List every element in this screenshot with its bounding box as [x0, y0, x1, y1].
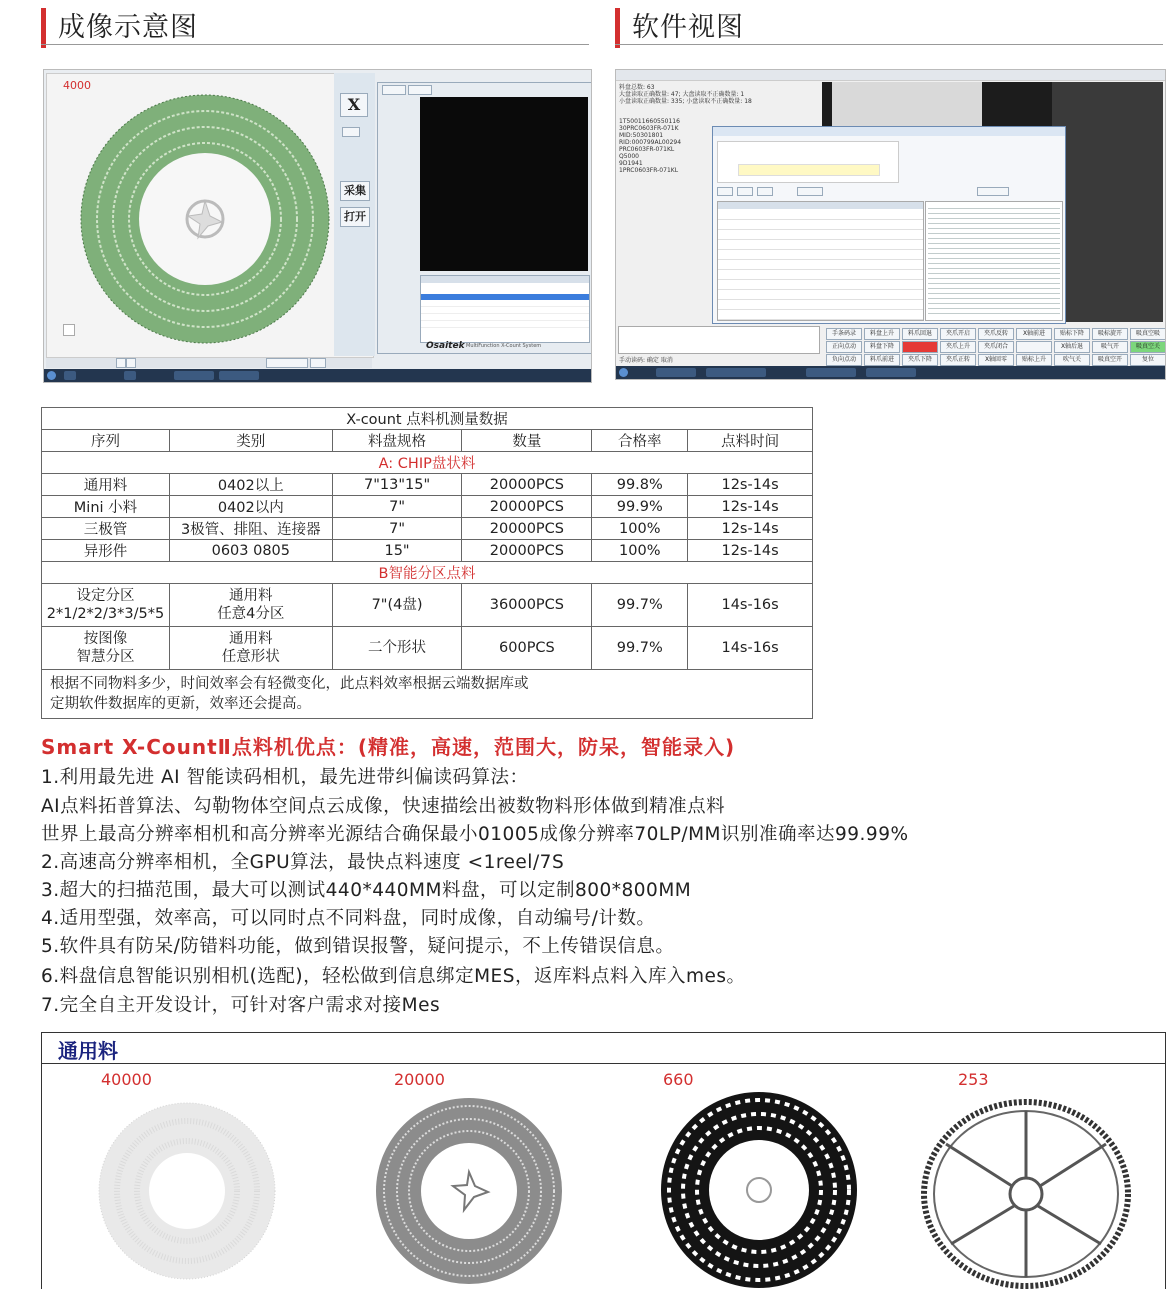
- table-cell: 99.9%: [592, 496, 688, 518]
- barcode-line: PRC0603FR-071KL: [619, 146, 675, 153]
- dialog-log: [925, 201, 1063, 321]
- cell-line: 任意4分区: [217, 606, 285, 622]
- dialog-input-field[interactable]: [738, 164, 880, 176]
- table-cell: 7"(4盘): [332, 584, 462, 627]
- camera-photo-wall: [1052, 82, 1163, 322]
- table-cell: 三极管: [42, 518, 170, 540]
- summary-text: [619, 84, 752, 105]
- general-material-title: 通用料: [58, 1039, 118, 1063]
- ctrl-button[interactable]: 料盘上升: [864, 328, 900, 340]
- table-cell: 100%: [592, 518, 688, 540]
- barcode-line: 1PRC0603FR-071KL: [619, 167, 679, 174]
- status-control-4[interactable]: [310, 358, 326, 368]
- imaging-title-rule: [41, 44, 589, 45]
- table-cell: [42, 584, 170, 627]
- table-cell: 0402以内: [169, 496, 332, 518]
- ctrl-button[interactable]: 料爪回退: [902, 328, 938, 340]
- table-cell: 7": [332, 496, 462, 518]
- taskbar-app[interactable]: [219, 371, 259, 380]
- record-row[interactable]: [421, 316, 589, 321]
- ctrl-button[interactable]: 吹气关: [1054, 354, 1090, 366]
- table-cell: [169, 627, 332, 670]
- ctrl-button[interactable]: 负向点动: [826, 354, 862, 366]
- table-cell: [169, 584, 332, 627]
- measurement-table: [41, 407, 813, 719]
- status-control-1[interactable]: [116, 358, 126, 368]
- ctrl-button[interactable]: 夹爪上升: [940, 341, 976, 353]
- table-cell: 14s-16s: [688, 627, 813, 670]
- material-dialog: [712, 126, 1066, 324]
- log-text: [928, 204, 1060, 318]
- advantage-line: 世界上最高分辨率相机和高分辨率光源结合确保最小01005成像分辨率70LP/MM识别准确率达99.99%: [41, 824, 909, 845]
- header-cell: 点料时间: [688, 430, 813, 452]
- software-title-rule: [615, 44, 1163, 45]
- record-table: [420, 275, 590, 343]
- ctrl-button[interactable]: 夹爪正转: [940, 354, 976, 366]
- ctrl-button[interactable]: 夹爪开启: [940, 328, 976, 340]
- reel-image-20000: [374, 1096, 564, 1286]
- ctrl-button[interactable]: 贴标下降: [1054, 328, 1090, 340]
- general-material-box: [41, 1032, 1166, 1289]
- table-cell: 20000PCS: [462, 540, 592, 562]
- section-b-heading: B智能分区点料: [42, 562, 813, 584]
- ctrl-button[interactable]: 手条码录: [826, 328, 862, 340]
- cell-line: 设定分区: [76, 588, 135, 604]
- record-row[interactable]: [421, 323, 589, 328]
- table-cell: 20000PCS: [462, 518, 592, 540]
- reel-count-40000: 40000: [101, 1070, 152, 1089]
- small-button[interactable]: [342, 127, 360, 137]
- dialog-title-bar: [713, 127, 1065, 136]
- table-cell: 20000PCS: [462, 496, 592, 518]
- table-cell: 通用料: [42, 474, 170, 496]
- table-cell: 3极管、排阻、连接器: [169, 518, 332, 540]
- software-menu-bar: [616, 70, 1165, 81]
- advantage-line: 2.高速高分辨率相机，全GPU算法，最快点料速度 <1reel/7S: [41, 852, 565, 873]
- zoom-button[interactable]: [63, 324, 75, 336]
- record-row[interactable]: [421, 309, 589, 314]
- ctrl-button[interactable]: 正向点动: [826, 341, 862, 353]
- grid-header: [718, 202, 923, 209]
- x-button[interactable]: X: [340, 93, 368, 117]
- reel-count-253: 253: [958, 1070, 989, 1089]
- start-button[interactable]: [47, 371, 56, 380]
- imaging-screenshot: [43, 69, 592, 383]
- status-control-2[interactable]: [126, 358, 136, 368]
- record-row[interactable]: [421, 302, 589, 307]
- table-cell: 20000PCS: [462, 474, 592, 496]
- barcode-line: 1T50011660550116: [619, 118, 680, 125]
- reel-count-20000: 20000: [394, 1070, 445, 1089]
- table-cell: 12s-14s: [688, 518, 813, 540]
- table-cell: 二个形状: [332, 627, 462, 670]
- table-cell: 99.7%: [592, 627, 688, 670]
- manual-read-label: 手动读码: 确定 取消: [619, 357, 673, 364]
- ctrl-button[interactable]: [1016, 341, 1052, 353]
- barcode-text: [619, 118, 681, 174]
- barcode-line: Q5000: [619, 153, 639, 160]
- taskbar-app[interactable]: [706, 368, 766, 377]
- taskbar-app[interactable]: [174, 371, 214, 380]
- open-button[interactable]: 打开: [340, 207, 370, 227]
- cell-line: 任意形状: [221, 649, 280, 665]
- ctrl-button[interactable]: 贴标上升: [1016, 354, 1052, 366]
- table-cell: 99.8%: [592, 474, 688, 496]
- advantage-line: 4.适用型强，效率高，可以同时点不同料盘，同时成像，自动编号/计数。: [41, 908, 656, 929]
- header-cell: 数量: [462, 430, 592, 452]
- ctrl-button-active-green[interactable]: 吸真空关: [1130, 341, 1166, 353]
- ctrl-button[interactable]: 吸标旋开: [1092, 328, 1128, 340]
- right-taskbar: [616, 366, 1165, 379]
- ctrl-button[interactable]: 吸真空开: [1092, 354, 1128, 366]
- cell-line: 通用料: [229, 588, 273, 604]
- left-taskbar: [44, 369, 591, 382]
- ctrl-button[interactable]: 料盘下降: [864, 341, 900, 353]
- advantage-line: 5.软件具有防呆/防错料功能，做到错误报警，疑问提示，不上传错误信息。: [41, 936, 675, 957]
- cell-line: 按图像: [83, 631, 128, 647]
- advantage-line: 3.超大的扫描范围，最大可以测试440*440MM料盘，可以定制800*800MM: [41, 880, 692, 901]
- control-button-grid: [826, 328, 1164, 368]
- table-cell: 36000PCS: [462, 584, 592, 627]
- table-cell: 12s-14s: [688, 496, 813, 518]
- dialog-button[interactable]: [797, 187, 823, 196]
- dialog-button[interactable]: [757, 187, 773, 196]
- grid-body: [718, 210, 923, 320]
- barcode-line: 30PRC0603FR-071K: [619, 125, 679, 132]
- table-cell: 99.7%: [592, 584, 688, 627]
- table-cell: 600PCS: [462, 627, 592, 670]
- dialog-button[interactable]: [717, 187, 733, 196]
- summary-line: 小盘读取正确数量: 335; 小盘读取不正确数量: 18: [619, 98, 752, 105]
- ctrl-button[interactable]: 夹爪闭合: [978, 341, 1014, 353]
- section-a-heading: A: CHIP盘状料: [42, 452, 813, 474]
- record-table-header: [421, 276, 589, 283]
- summary-line: 料盘总数: 63: [619, 84, 655, 91]
- barcode-line: RID:000799AL00294: [619, 139, 682, 146]
- taskbar-app[interactable]: [64, 371, 76, 380]
- advantage-line: 6.料盘信息智能识别相机(选配)，轻松做到信息绑定MES，返库料点料入库入mes。: [41, 966, 746, 987]
- dialog-grid: [717, 201, 924, 321]
- dialog-toolbar: [717, 187, 1061, 197]
- table-cell: 15": [332, 540, 462, 562]
- start-button[interactable]: [619, 368, 628, 377]
- software-screenshot: [615, 69, 1166, 380]
- table-cell: 14s-16s: [688, 584, 813, 627]
- barcode-line: MID:50301801: [619, 132, 664, 139]
- brand-subtitle: MultiFunction X-Count System: [466, 343, 542, 349]
- manual-input-box[interactable]: [618, 326, 820, 354]
- table-cell: 异形件: [42, 540, 170, 562]
- advantage-line: 1.利用最先进 AI 智能读码相机，最先进带纠偏读码算法：: [41, 767, 529, 788]
- cell-line: 通用料: [229, 631, 273, 647]
- status-control-3[interactable]: [266, 358, 308, 368]
- control-panel: [334, 73, 375, 356]
- ctrl-button[interactable]: X轴前进: [1016, 328, 1052, 340]
- table-cell: 100%: [592, 540, 688, 562]
- dialog-button[interactable]: [737, 187, 753, 196]
- record-row-selected[interactable]: [421, 294, 589, 300]
- collect-button[interactable]: 采集: [340, 181, 370, 201]
- reel-image: [70, 84, 340, 354]
- table-cell: 12s-14s: [688, 474, 813, 496]
- table-cell: 7"13"15": [332, 474, 462, 496]
- header-cell: 类别: [169, 430, 332, 452]
- ctrl-button[interactable]: 夹爪反转: [978, 328, 1014, 340]
- advantages-title: Smart X-CountⅡ点料机优点：(精准，高速，范围大，防呆，智能录入): [41, 735, 736, 759]
- header-cell: 料盘规格: [332, 430, 462, 452]
- header-cell: 序列: [42, 430, 170, 452]
- taskbar-app[interactable]: [866, 368, 916, 377]
- reel-image-660: [659, 1090, 859, 1289]
- table-cell: 0402以上: [169, 474, 332, 496]
- header-cell: 合格率: [592, 430, 688, 452]
- ctrl-button[interactable]: X轴回零: [978, 354, 1014, 366]
- table-cell: 12s-14s: [688, 540, 813, 562]
- note-line: 定期软件数据库的更新，效率还会提高。: [50, 696, 311, 712]
- table-title: X-count 点料机测量数据: [42, 408, 813, 430]
- ctrl-button[interactable]: 料爪前进: [864, 354, 900, 366]
- advantage-line: 7.完全自主开发设计，可针对客户需求对接Mes: [41, 995, 441, 1016]
- dialog-button[interactable]: [977, 187, 1009, 196]
- taskbar-app[interactable]: [806, 368, 856, 377]
- table-cell: [42, 627, 170, 670]
- table-cell: 7": [332, 518, 462, 540]
- ctrl-button[interactable]: 复位: [1130, 354, 1166, 366]
- imaging-section-title: 成像示意图: [41, 8, 198, 48]
- reel-count-label: 4000: [63, 79, 91, 92]
- table-cell: Mini 小料: [42, 496, 170, 518]
- software-window: [377, 82, 592, 354]
- reel-image-40000: [97, 1101, 277, 1281]
- left-status-bar: [46, 358, 372, 368]
- dialog-input-area: [717, 141, 899, 183]
- ctrl-button[interactable]: 吸气开: [1092, 341, 1128, 353]
- top-button-1[interactable]: [382, 85, 406, 95]
- ctrl-button[interactable]: 吸真空吸: [1130, 328, 1166, 340]
- ctrl-button[interactable]: X轴后退: [1054, 341, 1090, 353]
- reel-count-660: 660: [663, 1070, 694, 1089]
- cell-line: 2*1/2*2/3*3/5*5: [46, 606, 165, 622]
- note-line: 根据不同物料多少，时间效率会有轻微变化，此点料效率根据云端数据库或: [50, 676, 529, 692]
- camera-view: [420, 97, 588, 271]
- top-button-2[interactable]: [408, 85, 432, 95]
- taskbar-app[interactable]: [124, 371, 136, 380]
- table-note: [42, 670, 813, 719]
- ctrl-button-active-red[interactable]: [902, 341, 938, 353]
- table-cell: 0603 0805: [169, 540, 332, 562]
- barcode-line: 9D1941: [619, 160, 643, 167]
- taskbar-app[interactable]: [656, 368, 696, 377]
- reel-image-panel: [46, 73, 374, 358]
- brand-logo: Osaitek: [426, 341, 465, 351]
- ctrl-button[interactable]: 夹爪下降: [902, 354, 938, 366]
- cell-line: 智慧分区: [76, 649, 135, 665]
- general-material-header: [42, 1033, 1165, 1064]
- summary-line: 大盘读取正确数量: 47; 大盘读取不正确数量: 1: [619, 91, 745, 98]
- advantage-line: AI点料拓普算法、勾勒物体空间点云成像，快速描绘出被数物料形体做到精准点料: [41, 796, 726, 817]
- reel-image-253: [921, 1099, 1131, 1289]
- software-section-title: 软件视图: [615, 8, 744, 48]
